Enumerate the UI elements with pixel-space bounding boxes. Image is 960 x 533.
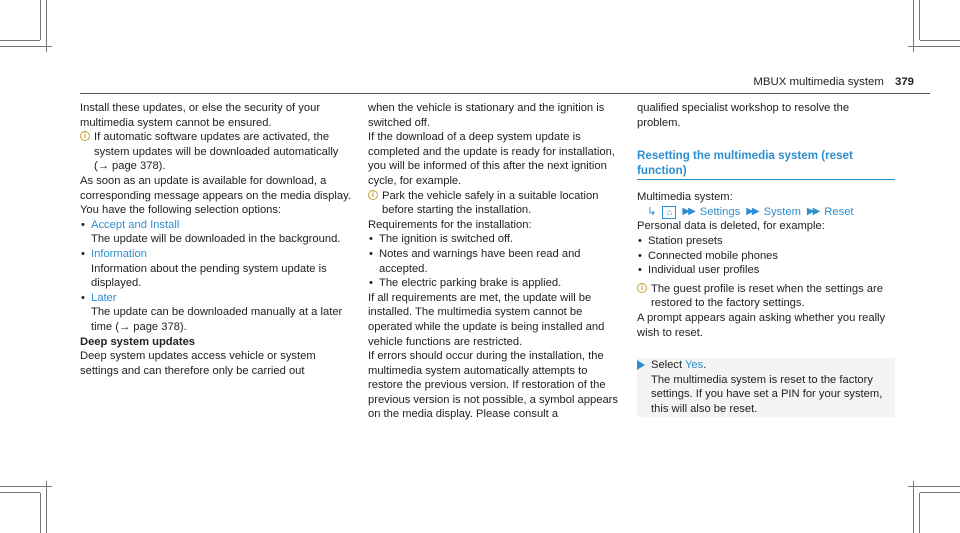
option-label-later: Later [91, 291, 117, 304]
note-text: If automatic software updates are activated, the system updates will be downloaded automatically (→ page 378). [94, 131, 339, 173]
note-text: Park the vehicle safely in a suitable location before starting the installation. [382, 189, 599, 217]
option-label-accept-install: Accept and Install [91, 218, 180, 231]
crop-mark [908, 486, 960, 487]
running-header [753, 75, 914, 90]
crop-mark [40, 493, 41, 533]
info-icon: i [637, 283, 647, 293]
crop-mark [919, 0, 920, 40]
column-3 [637, 101, 895, 417]
subheading-deep-system-updates: Deep system updates [80, 335, 196, 348]
home-icon: ⌂ [662, 206, 676, 219]
info-note [637, 282, 895, 311]
path-settings: Settings [699, 205, 741, 218]
play-arrow-icon [637, 360, 645, 370]
list-item: • Connected mobile phones [637, 249, 895, 264]
info-icon: i [368, 190, 378, 200]
paragraph: If the download of a deep system update is completed and the update is ready for installation, you will be informed of this after the next ignition cycle, for example. [368, 131, 615, 187]
paragraph: Requirements for the installation: [368, 218, 532, 231]
action-yes: Yes [685, 359, 704, 372]
paragraph: You have the following selection options: [80, 204, 282, 217]
menu-path [637, 205, 895, 220]
paragraph: qualified specialist workshop to resolve the problem. [637, 102, 850, 129]
crop-mark [46, 481, 47, 533]
paragraph: As soon as an update is available for download, a corresponding message appears on the media display. [80, 174, 351, 202]
path-reset: Reset [824, 205, 854, 218]
crop-mark [913, 0, 914, 52]
crop-mark [0, 40, 40, 41]
info-note [80, 130, 352, 174]
list-item: • Individual user profiles [637, 263, 895, 278]
info-note [368, 189, 624, 218]
crop-mark [913, 481, 914, 533]
paragraph: If errors should occur during the installation, the multimedia system automatically attempts to restore the previous version. If restoration of the previous version is not possible, a symbol appears on the media display. Please consult a [368, 350, 618, 421]
info-icon: i [80, 131, 90, 141]
crop-mark [46, 0, 47, 52]
path-system: System [763, 205, 801, 218]
chevron-right-icon: ▶▶ [806, 205, 819, 217]
action-description: The multimedia system is reset to the factory settings. If you have set a PIN for your system, this will also be reset. [651, 373, 883, 415]
paragraph: Multimedia system: [637, 191, 733, 204]
paragraph: Install these updates, or else the security of your multimedia system cannot be ensured. [80, 102, 321, 129]
paragraph: Deep system updates access vehicle or system settings and can therefore only be carried out [80, 350, 316, 377]
chevron-right-icon: ▶▶ [682, 205, 694, 217]
crop-mark [919, 493, 920, 533]
crop-mark [0, 46, 52, 47]
option-item [80, 291, 352, 306]
list-item: • Station presets [637, 234, 895, 249]
crop-mark [908, 46, 960, 47]
option-description: The update will be downloaded in the background. [91, 233, 341, 246]
requirement-item: • The electric parking brake is applied. [368, 276, 624, 291]
section-title: MBUX multimedia system [753, 76, 884, 88]
crop-mark [40, 0, 41, 40]
path-arrow-icon: ↳ [647, 205, 657, 218]
option-description: Information about the pending system update is displayed. [91, 262, 327, 290]
section-heading-reset: Resetting the multimedia system (reset function) [637, 148, 895, 180]
option-description: The update can be downloaded manually at a later time (→ page 378). [91, 306, 343, 333]
action-step [637, 358, 895, 416]
paragraph: Personal data is deleted, for example: [637, 220, 825, 233]
action-prefix: Select [651, 359, 685, 372]
crop-mark [0, 492, 40, 493]
paragraph: A prompt appears again asking whether you really wish to reset. [637, 311, 886, 339]
paragraph: If all requirements are met, the update will be installed. The multimedia system cannot be operated while the update is being installed and vehicle functions are restricted. [368, 291, 605, 348]
column-2 [368, 101, 624, 422]
option-label-information: Information [91, 247, 147, 260]
crop-mark [920, 40, 960, 41]
requirement-item: • Notes and warnings have been read and accepted. [368, 247, 624, 276]
note-text: The guest profile is reset when the settings are restored to the factory settings. [651, 282, 883, 310]
action-suffix: . [703, 359, 707, 372]
option-item [80, 218, 352, 233]
chevron-right-icon: ▶▶ [746, 205, 758, 217]
header-rule [80, 93, 930, 94]
column-1 [80, 101, 352, 378]
crop-mark [0, 486, 52, 487]
paragraph: when the vehicle is stationary and the ignition is switched off. [368, 102, 605, 129]
option-item [80, 247, 352, 262]
crop-mark [920, 492, 960, 493]
page-number: 379 [894, 76, 914, 88]
requirement-item: • The ignition is switched off. [368, 232, 624, 247]
